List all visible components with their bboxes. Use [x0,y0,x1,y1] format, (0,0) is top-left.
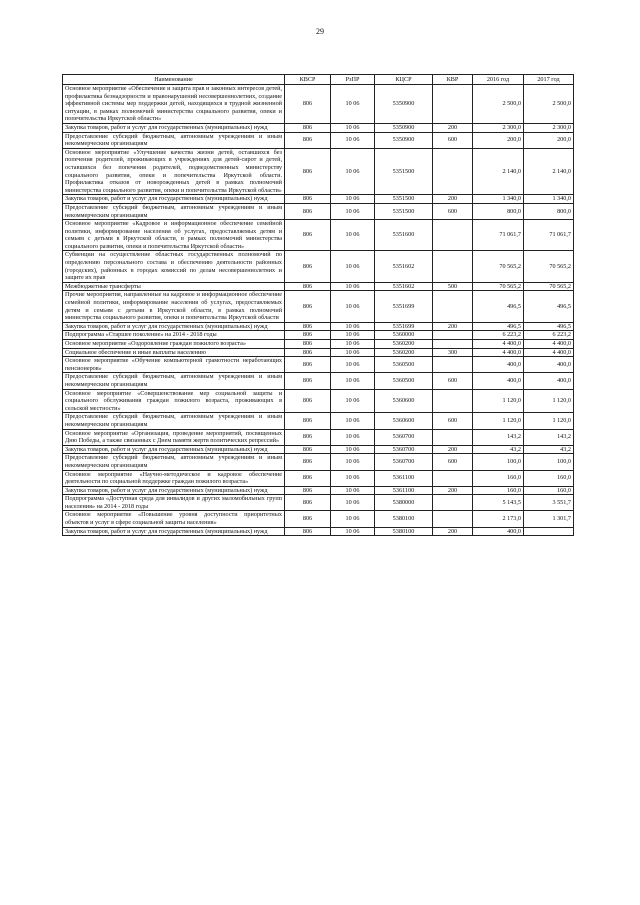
cell-kvsr: 806 [285,291,331,322]
cell-2016: 160,0 [473,486,524,495]
cell-kvr: 600 [433,132,473,148]
table-row [63,340,574,349]
cell-2017: 1 340,0 [524,195,574,204]
cell-kvr: 600 [433,454,473,470]
cell-2016: 496,5 [473,322,524,331]
cell-kcsr: 5351500 [375,195,433,204]
cell-name: Предоставление субсидий бюджетным, автономным учреждениям и иным некоммерческим организациям [63,413,285,429]
cell-2016: 2 173,0 [473,511,524,527]
table-row [63,413,574,429]
cell-2016: 400,0 [473,357,524,373]
cell-rzpr: 10 06 [331,429,375,445]
cell-rzpr: 10 06 [331,486,375,495]
cell-rzpr: 10 06 [331,470,375,486]
cell-2016: 400,0 [473,373,524,389]
table-row [63,495,574,511]
cell-2017: 2 300,0 [524,123,574,132]
header-2016: 2016 год [473,75,524,85]
cell-name: Закупка товаров, работ и услуг для государственных (муниципальных) нужд [63,445,285,454]
table-row [63,123,574,132]
cell-kvsr: 806 [285,348,331,357]
table-row [63,454,574,470]
cell-name: Предоставление субсидий бюджетным, автономным учреждениям и иным некоммерческим организациям [63,203,285,219]
cell-kvr [433,220,473,251]
cell-name: Предоставление субсидий бюджетным, автономным учреждениям и иным некоммерческим организациям [63,132,285,148]
cell-rzpr: 10 06 [331,413,375,429]
header-name: Наименование [63,75,285,85]
cell-kvsr: 806 [285,527,331,536]
table-row [63,348,574,357]
cell-rzpr: 10 06 [331,282,375,291]
cell-kvr: 200 [433,445,473,454]
cell-2017: 1 120,0 [524,413,574,429]
cell-kvsr: 806 [285,470,331,486]
cell-kvr [433,251,473,282]
cell-kvsr: 806 [285,486,331,495]
cell-name: Подпрограмма «Доступная среда для инвалидов и других маломобильных групп населения» на 2014 - 2018 годы [63,495,285,511]
cell-2017: 100,0 [524,454,574,470]
cell-kcsr: 5360600 [375,413,433,429]
cell-2016: 143,2 [473,429,524,445]
table-row [63,322,574,331]
cell-kvr [433,331,473,340]
cell-2017: 1 120,0 [524,389,574,413]
cell-rzpr: 10 06 [331,220,375,251]
cell-2016: 2 300,0 [473,123,524,132]
cell-kvsr: 806 [285,445,331,454]
cell-2017: 496,5 [524,322,574,331]
cell-kcsr: 5380100 [375,527,433,536]
cell-rzpr: 10 06 [331,495,375,511]
table-row [63,195,574,204]
header-kvsr: КВСР [285,75,331,85]
table-row [63,373,574,389]
cell-kvsr: 806 [285,132,331,148]
cell-2016: 1 340,0 [473,195,524,204]
cell-rzpr: 10 06 [331,132,375,148]
cell-name: Основное мероприятие «Улучшение качества жизни детей, оставшихся без попечения родителей, проживающих в учреждениях для детей-сирот и детей, оставшихся без попечения родителей, подведомственных министерству социального развития, опеки и попечительства Иркутской области. Профилактика отказов от новорожденных детей в рамках полномочий министерства социального развития, опеки и попечительства Иркутской области» [63,148,285,195]
cell-2017: 160,0 [524,486,574,495]
cell-2017: 200,0 [524,132,574,148]
cell-kcsr: 5361100 [375,486,433,495]
cell-2016: 200,0 [473,132,524,148]
table-row [63,203,574,219]
cell-name: Социальное обеспечение и иные выплаты населению [63,348,285,357]
table-row [63,486,574,495]
cell-2017: 71 061,7 [524,220,574,251]
cell-2017: 1 301,7 [524,511,574,527]
cell-kvr: 200 [433,195,473,204]
cell-kvr: 600 [433,203,473,219]
cell-2017: 4 400,0 [524,348,574,357]
cell-rzpr: 10 06 [331,123,375,132]
cell-kcsr: 5350900 [375,123,433,132]
cell-kcsr: 5360000 [375,331,433,340]
cell-name: Основное мероприятие «Организация, проведение мероприятий, посвященных Дню Победы, а также связанных с Днем памяти жертв политических репрессий» [63,429,285,445]
cell-kvr [433,291,473,322]
budget-table [62,74,574,536]
cell-2016: 4 400,0 [473,340,524,349]
cell-kvsr: 806 [285,195,331,204]
cell-kvsr: 806 [285,85,331,124]
cell-kvsr: 806 [285,495,331,511]
cell-name: Закупка товаров, работ и услуг для государственных (муниципальных) нужд [63,195,285,204]
cell-kvsr: 806 [285,123,331,132]
cell-kvr [433,511,473,527]
cell-2017: 43,2 [524,445,574,454]
cell-kvsr: 806 [285,429,331,445]
cell-kcsr: 5360700 [375,429,433,445]
cell-2017: 800,0 [524,203,574,219]
table-row [63,251,574,282]
cell-2016: 496,5 [473,291,524,322]
table-header-row [63,75,574,85]
cell-rzpr: 10 06 [331,251,375,282]
cell-name: Предоставление субсидий бюджетным, автономным учреждениям и иным некоммерческим организациям [63,454,285,470]
cell-kcsr: 5351600 [375,220,433,251]
cell-rzpr: 10 06 [331,85,375,124]
table-row [63,220,574,251]
cell-kvr [433,85,473,124]
cell-kcsr: 5351602 [375,282,433,291]
cell-2016: 1 120,0 [473,389,524,413]
cell-2016: 400,0 [473,527,524,536]
cell-2017: 400,0 [524,373,574,389]
cell-name: Закупка товаров, работ и услуг для государственных (муниципальных) нужд [63,322,285,331]
cell-kvsr: 806 [285,148,331,195]
cell-2016: 4 400,0 [473,348,524,357]
cell-2016: 71 061,7 [473,220,524,251]
cell-2017: 70 565,2 [524,251,574,282]
table-row [63,85,574,124]
cell-kvsr: 806 [285,203,331,219]
cell-kcsr: 5360700 [375,445,433,454]
cell-kcsr: 5351699 [375,291,433,322]
table-row [63,331,574,340]
table-row [63,527,574,536]
table-row [63,470,574,486]
cell-kcsr: 5350900 [375,85,433,124]
table-row [63,429,574,445]
cell-kvr: 200 [433,123,473,132]
cell-2016: 2 500,0 [473,85,524,124]
cell-kvsr: 806 [285,282,331,291]
cell-kvsr: 806 [285,357,331,373]
cell-rzpr: 10 06 [331,291,375,322]
cell-kcsr: 5360600 [375,389,433,413]
cell-name: Основное мероприятие «Научно-методическое и кадровое обеспечение деятельности по социальной поддержке граждан пожилого возраста» [63,470,285,486]
cell-2016: 1 120,0 [473,413,524,429]
cell-2016: 70 565,2 [473,251,524,282]
table-row [63,291,574,322]
cell-kvsr: 806 [285,340,331,349]
cell-kvr: 500 [433,282,473,291]
cell-name: Предоставление субсидий бюджетным, автономным учреждениям и иным некоммерческим организациям [63,373,285,389]
cell-kcsr: 5380100 [375,511,433,527]
table-row [63,389,574,413]
cell-kvr [433,429,473,445]
cell-name: Прочие мероприятия, направленные на кадровое и информационное обеспечение семейной политики, информирование населения об услугах, предоставляемых детям и семьям с детьми в Иркутской области, в рамках полномочий министерства социального развития, опеки и попечительства Иркутской области [63,291,285,322]
cell-rzpr: 10 06 [331,373,375,389]
cell-name: Субвенции на осуществление областных государственных полномочий по определению персонального состава и обеспечению деятельности районных (городских), районных в городах комиссий по делам несовершеннолетних и защите их прав [63,251,285,282]
cell-name: Основное мероприятие «Совершенствование мер социальной защиты и социального обслуживания граждан пожилого возраста, проживающих в сельской местности» [63,389,285,413]
cell-kvr [433,340,473,349]
cell-2017: 143,2 [524,429,574,445]
table-row [63,282,574,291]
cell-kvr: 200 [433,322,473,331]
header-kvr: КВР [433,75,473,85]
cell-kvsr: 806 [285,251,331,282]
cell-name: Основное мероприятие «Кадровое и информационное обеспечение семейной политики, информирование населения об услугах, предоставляемых детям и семьям с детьми в Иркутской области, в рамках полномочий министерства социального развития, опеки и попечительства Иркутской области» [63,220,285,251]
cell-2016: 70 565,2 [473,282,524,291]
cell-kcsr: 5360200 [375,348,433,357]
cell-2016: 160,0 [473,470,524,486]
cell-2016: 5 143,5 [473,495,524,511]
cell-rzpr: 10 06 [331,445,375,454]
cell-kcsr: 5360500 [375,373,433,389]
table-row [63,132,574,148]
cell-rzpr: 10 06 [331,389,375,413]
cell-kvr: 200 [433,486,473,495]
cell-2017: 3 551,7 [524,495,574,511]
cell-2016: 43,2 [473,445,524,454]
table-row [63,357,574,373]
cell-name: Основное мероприятие «Повышение уровня доступности приоритетных объектов и услуг в сфере социальной защиты населения» [63,511,285,527]
cell-kvsr: 806 [285,331,331,340]
cell-rzpr: 10 06 [331,331,375,340]
cell-2017: 400,0 [524,357,574,373]
cell-kcsr: 5351500 [375,203,433,219]
cell-2016: 100,0 [473,454,524,470]
cell-2017: 496,5 [524,291,574,322]
cell-rzpr: 10 06 [331,195,375,204]
table-row [63,445,574,454]
cell-rzpr: 10 06 [331,322,375,331]
cell-kvr [433,389,473,413]
cell-kvr: 200 [433,527,473,536]
cell-kcsr: 5351699 [375,322,433,331]
cell-kcsr: 5360700 [375,454,433,470]
cell-2016: 6 223,2 [473,331,524,340]
cell-rzpr: 10 06 [331,340,375,349]
cell-2017: 2 140,0 [524,148,574,195]
cell-2017: 4 400,0 [524,340,574,349]
cell-kvsr: 806 [285,220,331,251]
cell-kcsr: 5360200 [375,340,433,349]
cell-name: Межбюджетные трансферты [63,282,285,291]
header-2017: 2017 год [524,75,574,85]
page-number: 29 [316,27,324,36]
cell-2016: 800,0 [473,203,524,219]
cell-name: Закупка товаров, работ и услуг для государственных (муниципальных) нужд [63,486,285,495]
cell-2017: 6 223,2 [524,331,574,340]
cell-kvr [433,357,473,373]
cell-kvr [433,470,473,486]
cell-2016: 2 140,0 [473,148,524,195]
cell-name: Основное мероприятие «Оздоровление граждан пожилого возраста» [63,340,285,349]
cell-rzpr: 10 06 [331,348,375,357]
cell-kvsr: 806 [285,322,331,331]
cell-kvsr: 806 [285,389,331,413]
header-kcsr: КЦСР [375,75,433,85]
cell-rzpr: 10 06 [331,527,375,536]
cell-rzpr: 10 06 [331,454,375,470]
cell-kvr: 600 [433,413,473,429]
cell-kvsr: 806 [285,454,331,470]
cell-kcsr: 5351602 [375,251,433,282]
cell-name: Закупка товаров, работ и услуг для государственных (муниципальных) нужд [63,527,285,536]
cell-name: Основное мероприятие «Обучение компьютерной грамотности неработающих пенсионеров» [63,357,285,373]
cell-kcsr: 5351500 [375,148,433,195]
cell-kvsr: 806 [285,413,331,429]
cell-rzpr: 10 06 [331,511,375,527]
cell-kvr [433,148,473,195]
cell-kvsr: 806 [285,511,331,527]
header-rzpr: РзПР [331,75,375,85]
cell-rzpr: 10 06 [331,203,375,219]
cell-kcsr: 5350900 [375,132,433,148]
table-row [63,148,574,195]
cell-name: Подпрограмма «Старшее поколение» на 2014 - 2018 годы [63,331,285,340]
table-row [63,511,574,527]
cell-name: Закупка товаров, работ и услуг для государственных (муниципальных) нужд [63,123,285,132]
cell-rzpr: 10 06 [331,148,375,195]
cell-2017: 70 565,2 [524,282,574,291]
cell-kcsr: 5380000 [375,495,433,511]
cell-2017: 160,0 [524,470,574,486]
cell-kcsr: 5360500 [375,357,433,373]
table-body [63,85,574,536]
cell-name: Основное мероприятие «Обеспечение и защита прав и законных интересов детей, профилактика безнадзорности и правонарушений несовершеннолетних, создание эффективной системы мер поддержки детей, находящихся в трудной жизненной ситуации, в рамках полномочий министерства социального развития, опеки и попечительства Иркутской области» [63,85,285,124]
cell-2017: 2 500,0 [524,85,574,124]
cell-2017 [524,527,574,536]
cell-kvsr: 806 [285,373,331,389]
cell-kvr [433,495,473,511]
cell-kvr: 300 [433,348,473,357]
cell-rzpr: 10 06 [331,357,375,373]
cell-kvr: 600 [433,373,473,389]
cell-kcsr: 5361100 [375,470,433,486]
